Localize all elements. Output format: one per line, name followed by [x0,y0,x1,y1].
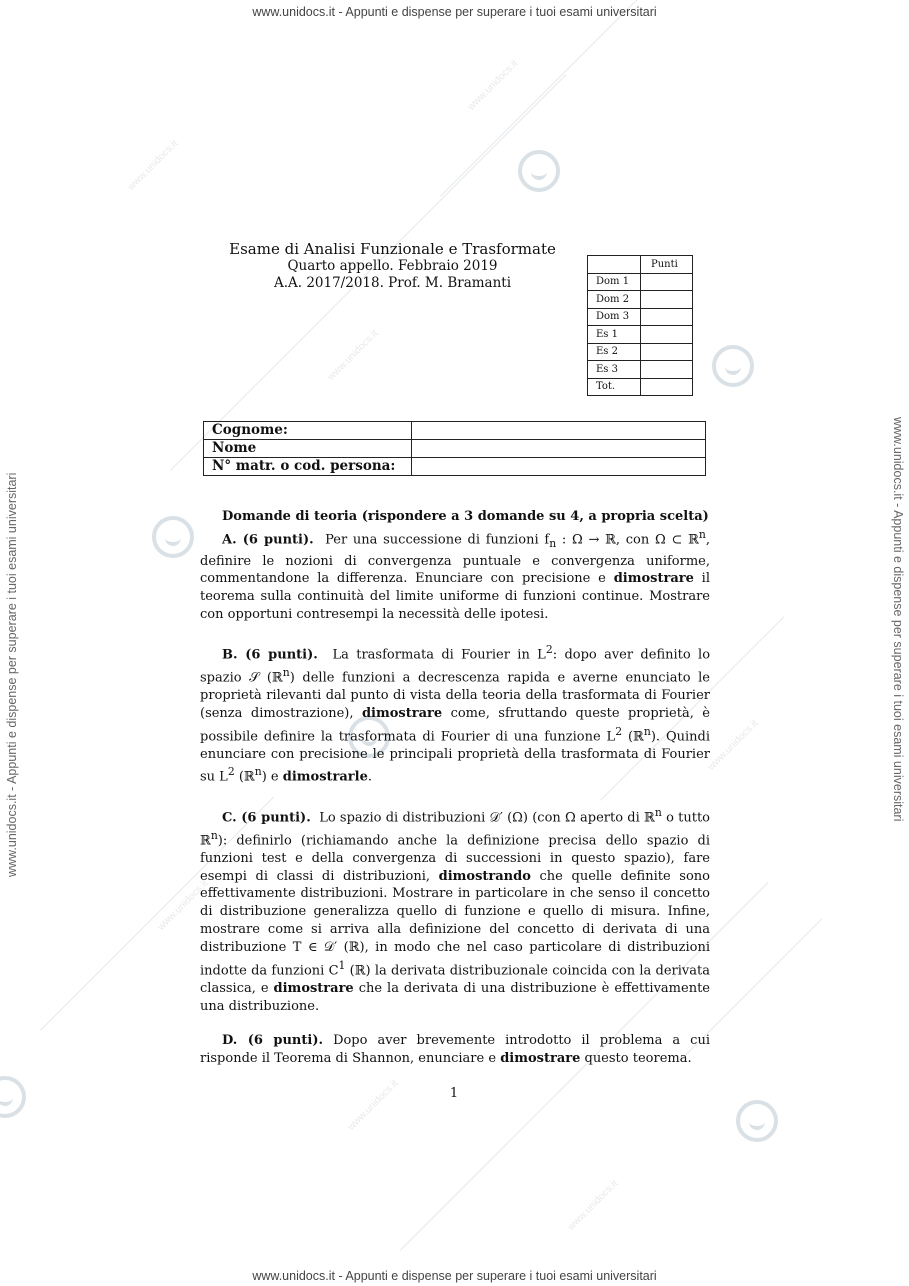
score-row [588,308,693,326]
question-text: ) delle funzioni a decrescenza rapida e averne enunciato le proprietà rilevanti dal punto di vista della teoria della trasformata di Fourier (senza dimostrazione), [200,670,711,721]
name-field[interactable] [412,440,706,458]
question-text: ). Quindi enunciare con precisione le principali proprietà della trasformata di Fourier su L [200,728,710,785]
question-text: ) e [261,769,283,785]
score-row [588,326,693,344]
question-text: o tutto ℝ [200,809,711,849]
unidocs-logo-icon [712,345,754,387]
question-label: B. (6 punti). [222,647,318,663]
watermark-ghost-text: www.unidocs.it [125,138,181,193]
emphasis: dimostrarle [282,769,368,785]
emphasis: dimostrare [361,705,443,721]
watermark-left-banner: www.unidocs.it - Appunti e dispense per superare i tuoi esami universitari [5,472,19,877]
question-text: (ℝ) la derivata distribuzionale coincida con la derivata classica, e [200,962,710,996]
question-text: che quelle definite sono effettivamente distribuzioni. Mostrare in particolare in che senso il concetto di distribuzione generalizza quello di funzione e quello di misura. Infine, mostrare come si arriva alla definizione del concetto di derivata di una distribuzione T ∈ 𝒟′ (ℝ), in modo che nel caso particolare di distribuzioni indotte da funzioni C [200,868,710,978]
score-row-label: Dom 2 [588,291,641,309]
score-row [588,378,693,396]
question-text: : dopo aver definito lo spazio 𝒮 (ℝ [200,647,711,686]
question-d [200,1032,710,1068]
watermark-ghost-text: www.unidocs.it [565,1178,621,1233]
score-row-label: Dom 1 [588,273,641,291]
question-a [200,526,710,624]
emphasis: dimostrare [500,1051,581,1067]
question-text: che la derivata di una distribuzione è effettivamente una distribuzione. [200,980,710,1014]
score-cell[interactable] [641,361,693,379]
math-superscript: n [698,527,706,541]
math-superscript: n [282,665,290,679]
question-text: Dopo aver brevemente introdotto il problema a cui risponde il Teorema di Shannon, enunciare e [200,1033,710,1067]
math-superscript: n [654,805,662,819]
question-text: Per una successione di funzioni f [325,532,550,548]
score-cell[interactable] [641,308,693,326]
score-row-label: Es 3 [588,361,641,379]
math-superscript: 2 [545,642,553,656]
unidocs-logo-icon [0,1076,26,1118]
score-row [588,361,693,379]
math-subscript: n [549,536,557,550]
math-superscript: 1 [338,958,346,972]
page-number: 1 [449,1086,459,1101]
question-text: ): definirlo (richiamando anche la definizione precisa dello spazio di funzioni test e della convergenza di successioni in questo spazio), fare esempi di classi di distribuzioni, [200,833,710,884]
identity-label: Nome [204,440,412,458]
score-row-label: Dom 3 [588,308,641,326]
score-row [588,291,693,309]
question-text: (ℝ [234,769,255,785]
score-row-label: Es 1 [588,326,641,344]
score-table-column-header: Punti [641,256,693,274]
question-text: . [367,769,372,785]
watermark-right-banner: www.unidocs.it - Appunti e dispense per superare i tuoi esami universitari [891,417,905,822]
theory-section [200,508,710,1085]
watermark-ghost-text: www.unidocs.it [155,878,211,933]
score-table [587,255,693,396]
surname-field[interactable] [412,422,706,440]
score-cell[interactable] [641,273,693,291]
theory-heading: Domande di teoria (rispondere a 3 domande su 4, a propria scelta) [222,509,709,524]
question-text: : Ω → ℝ, con Ω ⊂ ℝ [556,532,699,548]
question-text: Lo spazio di distribuzioni 𝒟′ (Ω) (con Ω aperto di ℝ [319,809,655,825]
score-cell[interactable] [641,326,693,344]
score-table-corner [588,256,641,274]
math-superscript: n [254,765,262,779]
exam-title: Esame di Analisi Funzionale e Trasformate [229,240,556,258]
question-label: C. (6 punti). [222,809,311,825]
question-c [200,804,710,1016]
score-row [588,273,693,291]
math-superscript: n [210,828,218,842]
watermark-ghost-text: www.unidocs.it [465,58,521,113]
score-cell[interactable] [641,291,693,309]
identity-label: Cognome: [204,422,412,440]
exam-subtitle: Quarto appello. Febbraio 2019 [287,258,498,274]
question-text: come, sfruttando queste proprietà, è possibile definire la trasformata di Fourier di una funzione L [200,705,710,744]
question-b [200,641,710,787]
math-superscript: 2 [615,724,623,738]
score-cell[interactable] [641,343,693,361]
watermark-ghost-text: www.unidocs.it [705,718,761,773]
watermark-bottom-banner: www.unidocs.it - Appunti e dispense per superare i tuoi esami universitari [252,1269,657,1283]
emphasis: dimostrare [613,571,694,587]
exam-header [205,240,580,291]
identity-label: N° matr. o cod. persona: [204,458,412,476]
question-label: A. (6 punti). [222,532,314,548]
math-superscript: n [643,724,651,738]
identity-row [204,458,706,476]
score-row [588,343,693,361]
math-superscript: 2 [227,765,235,779]
watermark-top-banner: www.unidocs.it - Appunti e dispense per superare i tuoi esami universitari [252,5,657,19]
score-cell[interactable] [641,378,693,396]
emphasis: dimostrando [438,868,531,884]
identity-row [204,440,706,458]
question-label: D. (6 punti). [222,1033,324,1049]
question-text: La trasformata di Fourier in L [332,647,546,663]
exam-academic-line: A.A. 2017/2018. Prof. M. Bramanti [273,274,512,291]
score-table-header-row [588,256,693,274]
question-text: il teorema sulla continuità del limite uniforme di funzioni continue. Mostrare con opportuni contresempi la necessità delle ipotesi. [200,571,710,622]
identity-row [204,422,706,440]
unidocs-logo-icon [518,150,560,192]
question-text: , definire le nozioni di convergenza puntuale e convergenza uniforme, commentandone la differenza. Enunciare con precisione e [200,532,711,587]
question-text: questo teorema. [580,1051,692,1067]
emphasis: dimostrare [273,980,354,996]
score-row-label: Es 2 [588,343,641,361]
unidocs-logo-icon [152,516,194,558]
question-text: (ℝ [622,728,644,744]
identity-table [203,421,706,476]
watermark-ghost-text: www.unidocs.it [345,1078,401,1133]
student-id-field[interactable] [412,458,706,476]
score-row-label: Tot. [588,378,641,396]
watermark-ghost-text: www.unidocs.it [325,328,381,383]
unidocs-logo-icon [736,1100,778,1142]
